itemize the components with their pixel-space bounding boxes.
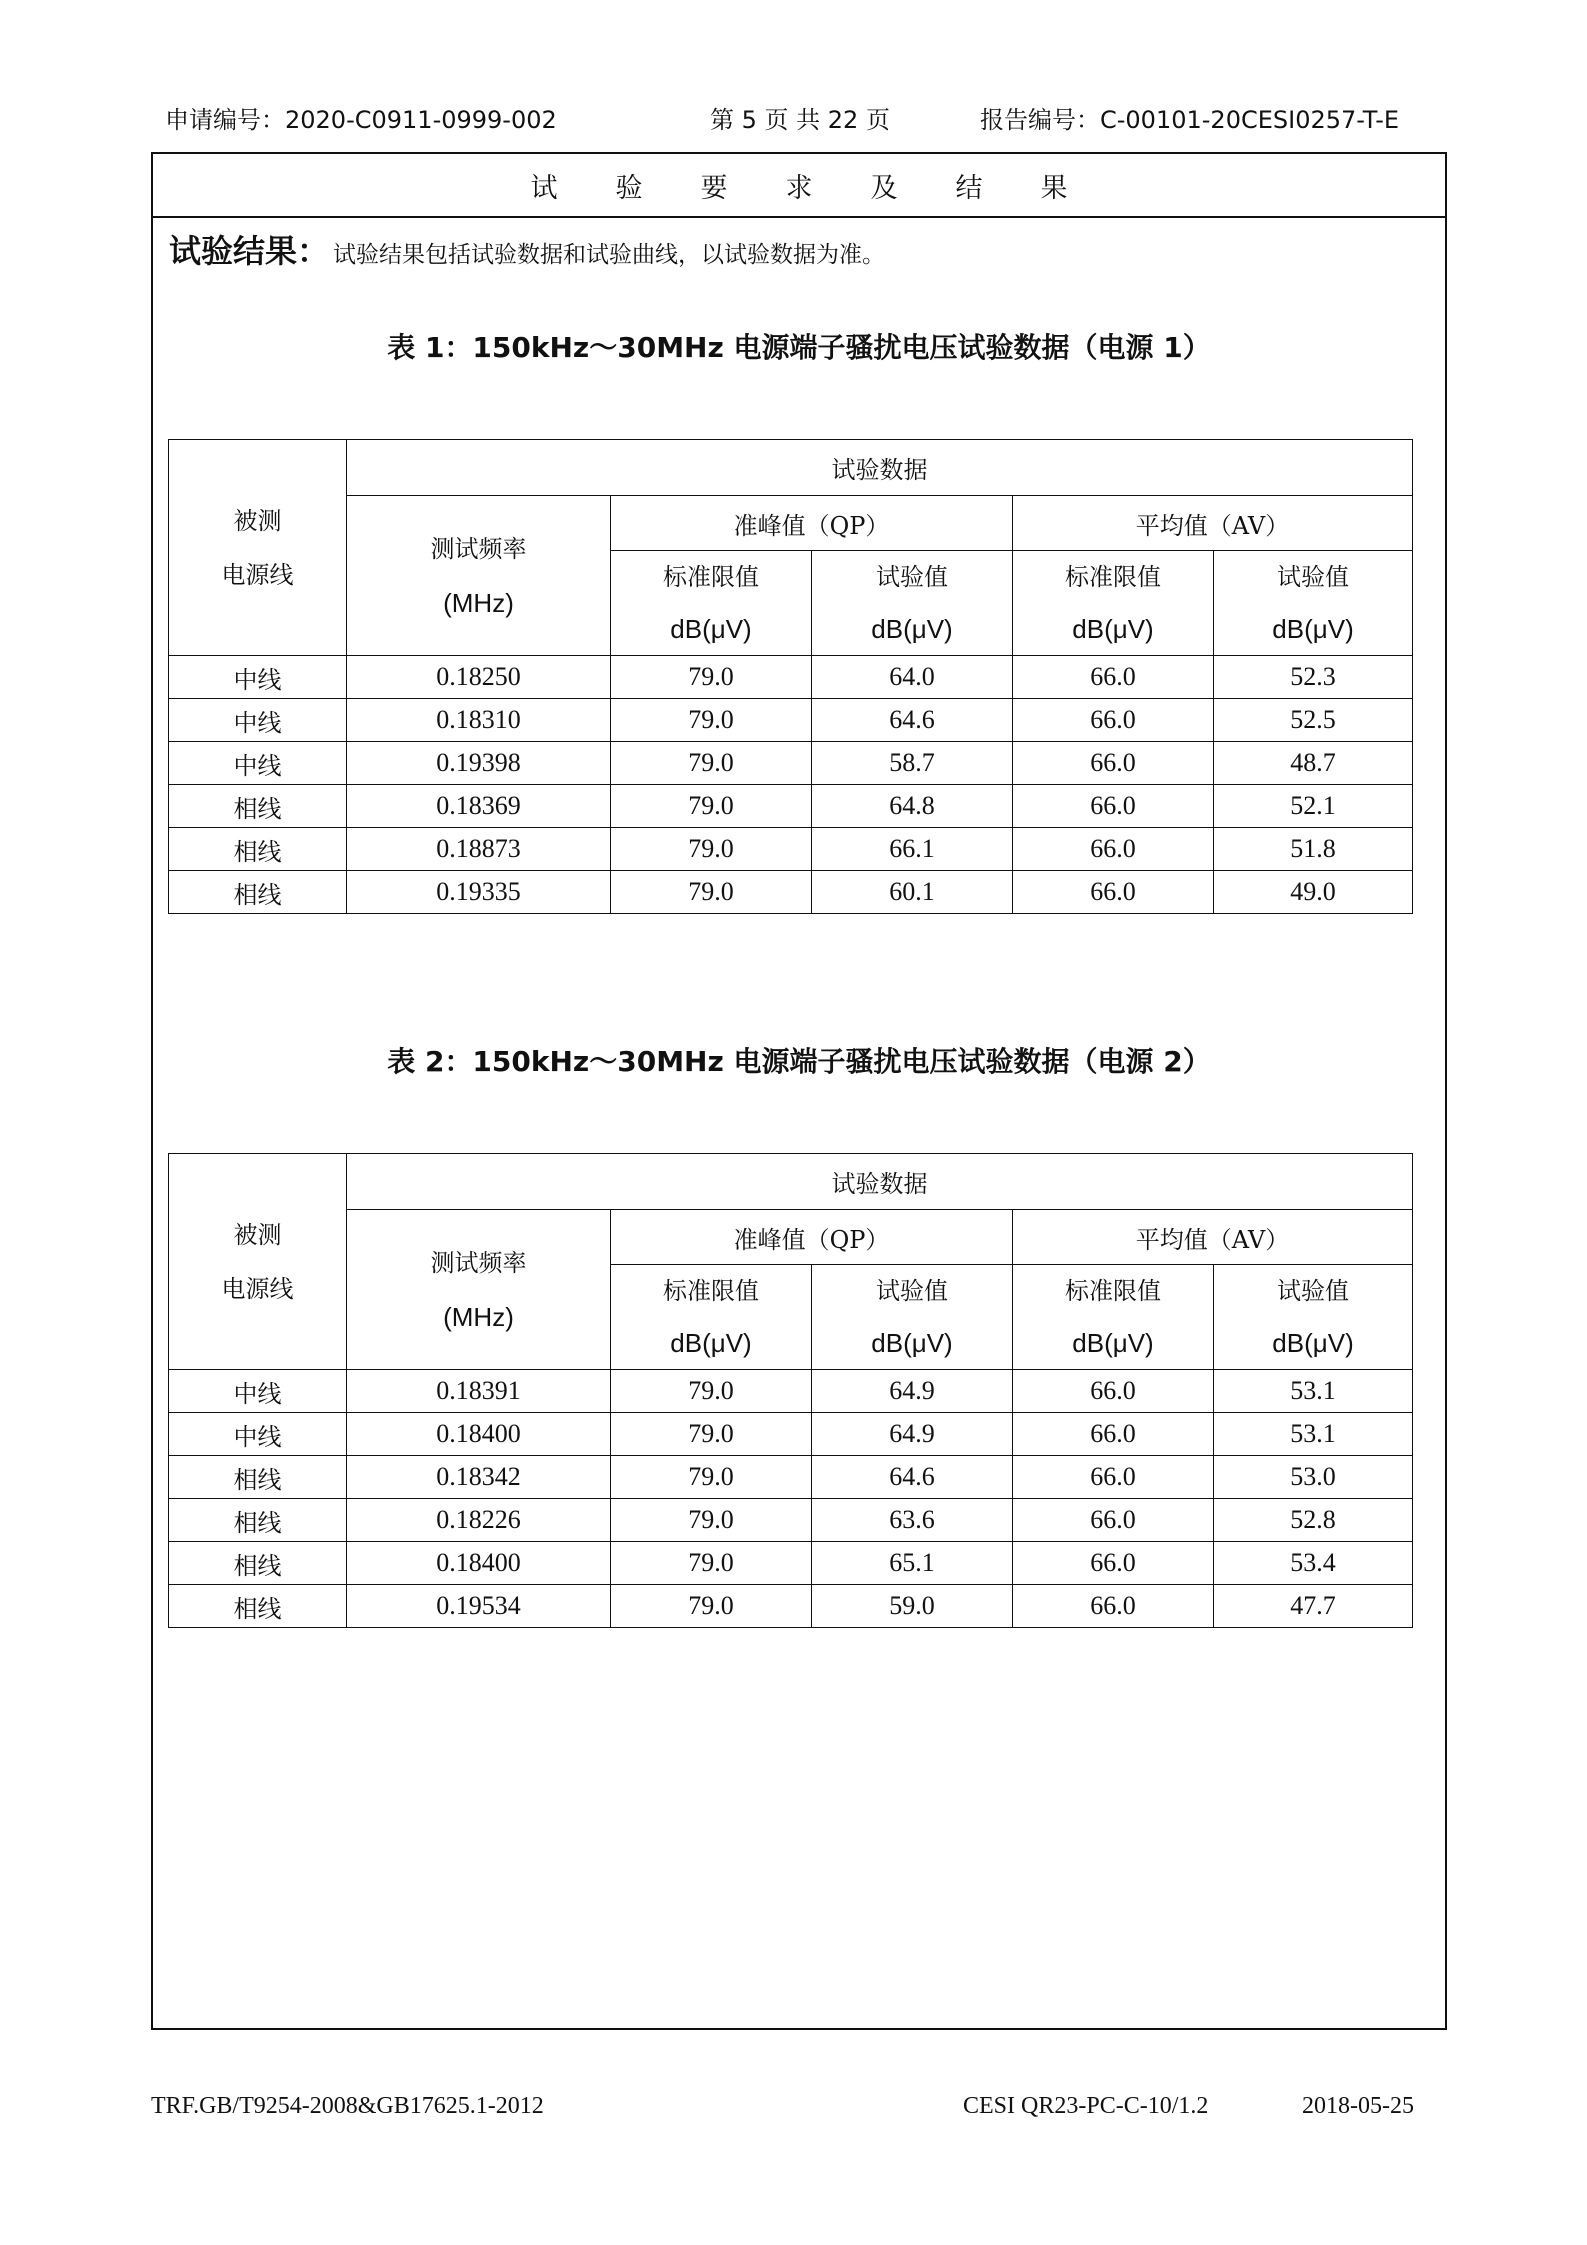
av-limit-cell: 66.0 [1013,1456,1214,1499]
qp-limit-cell: 79.0 [611,785,812,828]
table-row [169,1456,1413,1499]
qp-limit-header [611,551,812,656]
section-title: 试验要求及结果 [153,154,1445,218]
report-number: 报告编号：C-00101-20CESI0257-T-E [980,106,1400,134]
av-value-label: 试验值 [1277,1277,1350,1305]
tested-line-header-line1: 被测 [233,506,282,535]
qp-limit-cell: 79.0 [611,871,812,914]
qp-limit-header [611,1265,812,1370]
tested-line-cell: 相线 [169,871,347,914]
frequency-header [347,496,611,656]
frequency-cell: 0.18369 [347,785,611,828]
qp-limit-cell: 79.0 [611,828,812,871]
av-value-cell: 52.5 [1214,699,1413,742]
tested-line-cell: 相线 [169,785,347,828]
qp-value-cell: 64.6 [812,699,1013,742]
table-row [169,785,1413,828]
tested-line-header-line2: 电源线 [221,560,294,589]
frequency-header [347,1210,611,1370]
av-limit-cell: 66.0 [1013,785,1214,828]
qp-value-cell: 59.0 [812,1585,1013,1628]
av-limit-cell: 66.0 [1013,742,1214,785]
tested-line-header-line1: 被测 [233,1220,282,1249]
qp-limit-label: 标准限值 [663,563,759,591]
test-data-header: 试验数据 [347,1154,1413,1210]
table-row [169,1542,1413,1585]
frequency-cell: 0.18400 [347,1542,611,1585]
qp-value-cell: 64.6 [812,1456,1013,1499]
qp-value-cell: 65.1 [812,1542,1013,1585]
results-text: 试验结果包括试验数据和试验曲线，以试验数据为准。 [333,242,886,268]
frequency-header-unit: (MHz) [443,1301,514,1332]
av-limit-header [1013,1265,1214,1370]
frequency-cell: 0.18226 [347,1499,611,1542]
av-limit-cell: 66.0 [1013,699,1214,742]
av-limit-cell: 66.0 [1013,1499,1214,1542]
table-row [169,656,1413,699]
qp-limit-label: 标准限值 [663,1277,759,1305]
tested-line-cell: 相线 [169,1585,347,1628]
av-header: 平均值（AV） [1013,1210,1413,1265]
av-value-cell: 51.8 [1214,828,1413,871]
footer-form-number: CESI QR23-PC-C-10/1.2 [963,2093,1209,2119]
qp-value-label: 试验值 [876,1277,948,1305]
av-value-cell: 53.4 [1214,1542,1413,1585]
table-row [169,1370,1413,1413]
av-limit-cell: 66.0 [1013,1370,1214,1413]
av-value-unit: dB(μV) [1272,1328,1354,1358]
qp-limit-cell: 79.0 [611,1456,812,1499]
av-limit-cell: 66.0 [1013,828,1214,871]
av-limit-cell: 66.0 [1013,1542,1214,1585]
qp-limit-unit: dB(μV) [670,1328,752,1358]
tested-line-header [169,440,347,656]
application-number: 申请编号：2020-C0911-0999-002 [165,106,557,134]
av-value-header [1214,551,1413,656]
page-number: 第 5 页 共 22 页 [710,106,890,134]
av-limit-cell: 66.0 [1013,1585,1214,1628]
av-limit-label: 标准限值 [1065,1277,1161,1305]
qp-value-cell: 58.7 [812,742,1013,785]
qp-limit-cell: 79.0 [611,1499,812,1542]
qp-value-unit: dB(μV) [871,1328,953,1358]
table-1-caption: 表 1：150kHz～30MHz 电源端子骚扰电压试验数据（电源 1） [387,331,1211,364]
qp-limit-cell: 79.0 [611,699,812,742]
qp-value-cell: 63.6 [812,1499,1013,1542]
qp-value-cell: 64.9 [812,1413,1013,1456]
av-limit-unit: dB(μV) [1072,614,1154,644]
av-value-unit: dB(μV) [1272,614,1354,644]
table-row [169,1413,1413,1456]
frequency-header-line1: 测试频率 [430,1248,527,1277]
tested-line-header-line2: 电源线 [221,1274,294,1303]
av-header: 平均值（AV） [1013,496,1413,551]
page-header [0,100,1587,136]
qp-value-cell: 64.0 [812,656,1013,699]
table-row [169,1499,1413,1542]
av-value-cell: 48.7 [1214,742,1413,785]
av-limit-cell: 66.0 [1013,656,1214,699]
av-value-cell: 53.0 [1214,1456,1413,1499]
page-footer [0,2093,1587,2129]
frequency-cell: 0.19335 [347,871,611,914]
table-2 [168,1153,1413,1628]
qp-limit-cell: 79.0 [611,1542,812,1585]
tested-line-cell: 中线 [169,1413,347,1456]
av-value-cell: 49.0 [1214,871,1413,914]
av-limit-cell: 66.0 [1013,871,1214,914]
table-1 [168,439,1413,914]
tested-line-cell: 相线 [169,1456,347,1499]
qp-value-label: 试验值 [876,563,948,591]
tested-line-header [169,1154,347,1370]
content-frame [151,152,1447,2030]
results-label: 试验结果： [169,232,330,270]
av-limit-unit: dB(μV) [1072,1328,1154,1358]
qp-value-cell: 60.1 [812,871,1013,914]
av-value-cell: 53.1 [1214,1413,1413,1456]
table-row [169,828,1413,871]
results-statement [169,226,885,272]
footer-date: 2018-05-25 [1302,2093,1414,2119]
qp-value-cell: 64.8 [812,785,1013,828]
av-value-cell: 53.1 [1214,1370,1413,1413]
tested-line-cell: 中线 [169,742,347,785]
av-value-cell: 52.1 [1214,785,1413,828]
tested-line-cell: 相线 [169,1542,347,1585]
qp-header: 准峰值（QP） [611,1210,1013,1265]
frequency-cell: 0.18391 [347,1370,611,1413]
frequency-cell: 0.18342 [347,1456,611,1499]
qp-limit-cell: 79.0 [611,1585,812,1628]
av-limit-label: 标准限值 [1065,563,1161,591]
table-row [169,871,1413,914]
frequency-header-unit: (MHz) [443,587,514,618]
tested-line-cell: 相线 [169,828,347,871]
av-value-cell: 47.7 [1214,1585,1413,1628]
qp-header: 准峰值（QP） [611,496,1013,551]
frequency-cell: 0.18400 [347,1413,611,1456]
test-data-header: 试验数据 [347,440,1413,496]
table-row [169,742,1413,785]
frequency-header-line1: 测试频率 [430,534,527,563]
qp-limit-unit: dB(μV) [670,614,752,644]
tested-line-cell: 中线 [169,699,347,742]
av-value-header [1214,1265,1413,1370]
table-row [169,1585,1413,1628]
av-value-label: 试验值 [1277,563,1350,591]
qp-value-header [812,551,1013,656]
qp-limit-cell: 79.0 [611,1370,812,1413]
frequency-cell: 0.19398 [347,742,611,785]
av-limit-header [1013,551,1214,656]
tested-line-cell: 中线 [169,656,347,699]
qp-value-header [812,1265,1013,1370]
table-2-caption: 表 2：150kHz～30MHz 电源端子骚扰电压试验数据（电源 2） [387,1045,1211,1078]
tested-line-cell: 中线 [169,1370,347,1413]
av-value-cell: 52.3 [1214,656,1413,699]
footer-template: TRF.GB/T9254-2008&GB17625.1-2012 [151,2093,544,2119]
frequency-cell: 0.19534 [347,1585,611,1628]
qp-value-unit: dB(μV) [871,614,953,644]
frequency-cell: 0.18250 [347,656,611,699]
frequency-cell: 0.18310 [347,699,611,742]
qp-limit-cell: 79.0 [611,742,812,785]
frequency-cell: 0.18873 [347,828,611,871]
tested-line-cell: 相线 [169,1499,347,1542]
av-limit-cell: 66.0 [1013,1413,1214,1456]
qp-limit-cell: 79.0 [611,1413,812,1456]
av-value-cell: 52.8 [1214,1499,1413,1542]
qp-value-cell: 66.1 [812,828,1013,871]
qp-value-cell: 64.9 [812,1370,1013,1413]
table-row [169,699,1413,742]
qp-limit-cell: 79.0 [611,656,812,699]
